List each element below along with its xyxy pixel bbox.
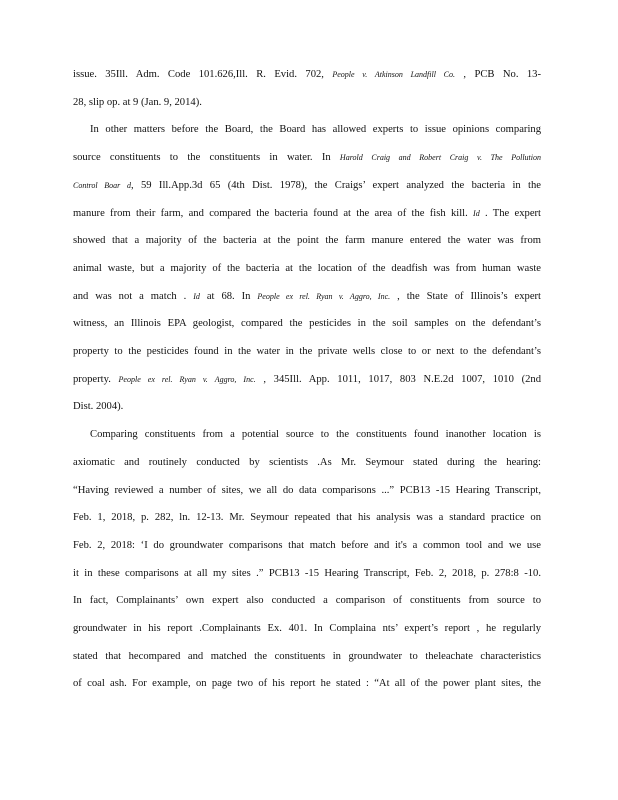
text-run: , 59 Ill.App.3d 65 (4th Dist. 1978), the Craigs’ expert analyzed the bacteria in the xyxy=(130,179,541,191)
text-run: manure from their farm, and compared the bacteria found at the area of the fish kill. xyxy=(73,207,474,219)
case-citation: Id xyxy=(473,208,480,218)
text-run: , the State of Illinois’s expert xyxy=(390,290,541,302)
text-run: it in these comparisons at all my sites .” PCB13 -15 Hearing Transcript, Feb. 2, 2018, p. 278:8 -10. xyxy=(73,567,541,579)
body-text-line xyxy=(73,206,541,222)
text-run: . The expert xyxy=(479,207,541,219)
text-run: property. xyxy=(73,373,119,385)
body-text-line xyxy=(90,427,541,443)
text-run: property to the pesticides found in the water in the private wells close to or next to the defendant’s xyxy=(73,346,541,357)
text-run: , PCB No. 13- xyxy=(455,69,541,80)
case-citation: Control Boar d xyxy=(73,180,131,190)
text-run: Comparing constituents from a potential source to the constituents found inanother location is xyxy=(90,429,541,441)
body-text-line xyxy=(90,122,541,138)
body-text-line xyxy=(73,593,541,609)
text-run: Feb. 1, 2018, p. 282, ln. 12-13. Mr. Seymour repeated that his analysis was a standard practice on xyxy=(73,512,541,524)
text-run: source constituents to the constituents in water. In xyxy=(73,152,340,164)
text-run: , 345Ill. App. 1011, 1017, 803 N.E.2d 1007, 1010 (2nd xyxy=(255,373,541,385)
case-citation: People ex rel. Ryan v. Aggro, Inc. xyxy=(257,291,391,301)
body-text-line xyxy=(73,372,541,388)
text-run: axiomatic and routinely conducted by scientists .As Mr. Seymour stated during the hearing: xyxy=(73,456,541,468)
body-text-line xyxy=(73,483,541,499)
text-run: and was not a match . xyxy=(73,290,194,302)
text-run: issue. 35Ill. Adm. Code 101.626,Ill. R. Evid. 702, xyxy=(73,69,333,80)
body-text-line xyxy=(73,316,541,332)
case-citation: Harold Craig and Robert Craig v. The Pollution xyxy=(339,153,541,163)
body-text-line xyxy=(73,289,541,305)
case-citation: People v. Atkinson Landfill Co. xyxy=(332,70,456,79)
text-run: witness, an Illinois EPA geologist, compared the pesticides in the soil samples on the defendant’s xyxy=(73,318,541,330)
body-text-line xyxy=(73,621,541,637)
text-run: Dist. 2004). xyxy=(73,401,124,413)
text-run: “Having reviewed a number of sites, we all do data comparisons ...” PCB13 -15 Hearing Transcript, xyxy=(73,484,541,496)
case-citation: People ex rel. Ryan v. Aggro, Inc. xyxy=(118,374,256,384)
body-text-line xyxy=(73,178,541,194)
body-text-line xyxy=(73,455,541,471)
body-text-line xyxy=(73,150,541,166)
text-run: stated that hecompared and matched the constituents in groundwater to theleachate characteristics xyxy=(73,650,541,662)
body-text-line xyxy=(73,399,541,415)
text-run: at 68. In xyxy=(199,290,258,302)
body-text-line xyxy=(73,233,541,249)
body-text-line xyxy=(73,538,541,554)
text-run: of coal ash. For example, on page two of his report he stated : “At all of the power plant sites, the xyxy=(73,678,541,690)
body-text-line xyxy=(73,344,541,360)
text-run: Feb. 2, 2018: ‘I do groundwater comparisons that match before and it's a common tool and we use xyxy=(73,539,541,551)
text-run: 28, slip op. at 9 (Jan. 9, 2014). xyxy=(73,96,202,108)
body-text-line xyxy=(73,67,541,83)
body-text-line xyxy=(73,510,541,526)
text-run: showed that a majority of the bacteria at the point the farm manure entered the water was from xyxy=(73,235,541,247)
body-text-line xyxy=(73,649,541,665)
text-run: groundwater in his report .Complainants Ex. 401. In Complaina nts’ expert’s report , he regularly xyxy=(73,623,541,634)
body-text-line xyxy=(73,95,541,111)
text-run: animal waste, but a majority of the bacteria at the location of the deadfish was from human waste xyxy=(73,262,541,274)
body-text-line xyxy=(73,261,541,277)
text-run: In fact, Complainants’ own expert also conducted a comparison of constituents from source to xyxy=(73,595,541,607)
case-citation: Id xyxy=(193,291,200,301)
text-run: In other matters before the Board, the Board has allowed experts to issue opinions comparing xyxy=(90,124,541,136)
body-text-line xyxy=(73,676,541,692)
body-text-line xyxy=(73,566,541,582)
